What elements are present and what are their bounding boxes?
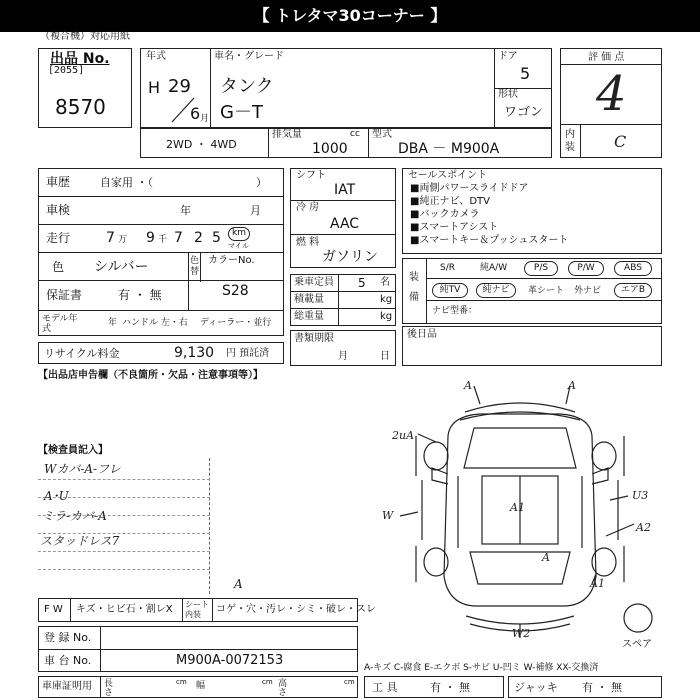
equip-aw: 純A/W	[480, 263, 508, 273]
color-value: シルバー	[94, 259, 149, 275]
doors-value: 5	[520, 64, 531, 83]
jack-label: ジャッキ	[514, 681, 558, 694]
diagram-mark-front-right: A	[568, 379, 576, 392]
diagram-mark-rear-bumper: W2	[512, 627, 531, 640]
doc-expiry-day: 日	[380, 351, 390, 362]
sales-point-3: ■バックカメラ	[410, 209, 480, 220]
sales-point-4: ■スマートアシスト	[410, 222, 499, 233]
sheet-label: シート内装	[185, 600, 209, 619]
capacity-value: 5	[358, 276, 366, 290]
equip-tv: 純TV	[432, 283, 468, 298]
equip-ext-navi: 外ナビ	[574, 286, 602, 296]
diagram-mark-roof: A	[542, 551, 550, 564]
model-year-dealer: ディーラー・並行	[200, 318, 272, 328]
doc-expiry-month: 月	[338, 351, 348, 362]
drive-value: 2WD ・ 4WD	[166, 138, 237, 151]
inspector-note-3: ミラ-カバ-A	[42, 509, 107, 523]
recycle-value: 9,130	[174, 345, 215, 361]
mileage-mile: マイル	[228, 242, 249, 250]
cert-length: 長さ	[104, 679, 114, 698]
spare-label: スペア	[622, 639, 652, 650]
diagram-mark-right-u3: U3	[632, 489, 649, 502]
fuel-label: 燃 料	[296, 237, 320, 248]
diagram-mark-right-a2: A2	[636, 521, 651, 534]
mileage-d4: 2	[194, 230, 203, 246]
year-label: 年式	[146, 51, 166, 62]
later-date-box	[402, 326, 662, 366]
color-change-label: 色替	[190, 256, 200, 277]
tools-value: 有 ・ 無	[430, 681, 470, 694]
diagram-mark-left-w: W	[382, 509, 394, 522]
gross-label: 総重量	[294, 311, 324, 322]
car-diagram	[370, 376, 670, 660]
equip-leather: 革シート	[528, 286, 565, 296]
gross-unit: kg	[380, 311, 393, 322]
capacity-unit: 名	[380, 277, 390, 288]
aircon-label: 冷 房	[296, 202, 320, 213]
year-month-unit: 月	[200, 114, 210, 124]
equip-ps: P/S	[524, 261, 558, 276]
model-code-label: 型式	[372, 129, 392, 140]
equip-sr: S/R	[440, 263, 455, 273]
mileage-d5: 5	[212, 230, 221, 246]
cert-width: 幅	[196, 681, 206, 691]
inspection-label: 車検	[46, 203, 71, 217]
model-code-value: DBA － M900A	[398, 141, 500, 157]
lot-number: 8570	[55, 95, 106, 119]
diagram-mark-hood: A1	[510, 501, 525, 514]
chassis-value: M900A-0072153	[176, 653, 284, 668]
load-unit: kg	[380, 294, 393, 305]
shift-label: シフト	[296, 170, 326, 181]
sheet-mark: A	[234, 577, 243, 591]
legend: A-キズ C-腐食 E-エクボ S-サビ U-凹ミ W-補修 XX-交換済	[364, 663, 599, 673]
cert-unit-3: cm	[344, 678, 355, 686]
fw-label: F W	[44, 604, 63, 615]
model-label: 車名・グレード	[214, 51, 284, 62]
inspection-month: 月	[250, 204, 261, 217]
history-close: ）	[256, 176, 267, 189]
cert-label: 車庫証明用	[42, 681, 92, 692]
lot-label: 出品 No.	[50, 51, 110, 67]
year-era: H	[148, 78, 161, 97]
cert-height: 高さ	[278, 679, 288, 698]
sales-point-5: ■スマートキー＆プッシュスタート	[410, 235, 569, 246]
inspector-section-label: 【検査員記入】	[38, 445, 108, 456]
tools-label: 工 具	[372, 681, 398, 694]
body-type-label: 形状	[498, 89, 518, 100]
model-year-year: 年	[108, 318, 118, 328]
mileage-km: km	[232, 228, 246, 238]
warranty-value: 有 ・ 無	[118, 288, 162, 302]
interior-label: 内装	[565, 129, 575, 153]
displacement-value: 1000	[312, 141, 348, 157]
model-year-label: モデル年式	[42, 314, 78, 334]
color-label: 色	[52, 260, 65, 274]
inspector-note-4: スタッドレス7	[40, 534, 120, 548]
diagram-mark-rear: A1	[590, 577, 605, 590]
equip-navi: 純ナビ	[476, 283, 516, 298]
jack-value: 有 ・ 無	[582, 681, 622, 694]
equip-pw: P/W	[568, 261, 604, 276]
equipment-label: 装備	[409, 272, 419, 303]
recycle-unit: 円 預託済	[226, 348, 270, 359]
aircon-value: AAC	[330, 216, 360, 232]
registration-label: 登 録 No.	[44, 631, 92, 644]
grade-label: 評 価 点	[588, 52, 625, 63]
displacement-unit: cc	[350, 129, 360, 139]
doc-expiry-label: 書類期限	[294, 333, 334, 344]
displacement-label: 排気量	[272, 129, 302, 140]
inspection-year: 年	[180, 204, 191, 217]
equip-abs: ABS	[614, 261, 652, 276]
model-year-handle: ハンドル 左・右	[122, 318, 188, 328]
sales-points-label: セールスポイント	[408, 170, 488, 181]
doors-label: ドア	[498, 51, 518, 62]
history-value: 自家用 ・（	[100, 176, 153, 189]
mileage-d1: 7	[106, 230, 115, 246]
sales-point-1: ■両側パワースライドドア	[410, 183, 529, 194]
mileage-u1: 万	[118, 235, 128, 245]
damage-items: キズ・ヒビ石・割レX	[76, 604, 173, 615]
model-grade: G－T	[220, 102, 263, 123]
year-month: 6	[190, 104, 201, 123]
year-value: 29	[168, 76, 191, 97]
cert-unit-2: cm	[262, 678, 273, 686]
load-label: 積載量	[294, 294, 324, 305]
lot-code: [2055]	[48, 65, 85, 76]
inspector-note-2: A･U	[44, 489, 69, 503]
sheet-items: コゲ・穴・汚レ・シミ・破レ・スレ	[216, 604, 376, 615]
body-type-value: ワゴン	[504, 105, 544, 120]
equip-navi-model: ナビ型番：	[432, 306, 478, 316]
color-no-label: カラーNo.	[208, 255, 255, 266]
grade-score: 4	[596, 66, 627, 122]
capacity-label: 乗車定員	[294, 277, 334, 288]
listing-section-label: 【出品店申告欄（不良箇所・欠品・注意事項等）】	[38, 370, 263, 381]
interior-grade: C	[614, 132, 627, 151]
sales-point-2: ■純正ナビ、DTV	[410, 196, 490, 207]
model-name: タンク	[220, 76, 274, 97]
equip-airbag: エアB	[614, 283, 652, 298]
inspector-note-1: Wカバ-A-フレ	[44, 462, 121, 476]
history-label: 車歴	[46, 175, 71, 189]
later-date-label: 後日品	[407, 329, 437, 340]
warranty-label: 保証書	[46, 288, 83, 302]
chassis-label: 車 台 No.	[44, 654, 92, 667]
mileage-u2: 千	[158, 235, 168, 245]
cert-unit-1: cm	[176, 678, 187, 686]
recycle-label: リサイクル料金	[44, 347, 120, 360]
color-no-value: S28	[222, 283, 249, 299]
diagram-mark-front-left: A	[464, 379, 472, 392]
mileage-d3: 7	[174, 230, 183, 246]
header-note: （複合機）対応用紙	[40, 31, 130, 42]
shift-value: IAT	[334, 182, 356, 198]
fuel-value: ガソリン	[322, 249, 378, 265]
diagram-mark-left-front: 2uA	[392, 429, 415, 442]
banner: 【 トレタマ30コーナー 】	[0, 0, 700, 32]
mileage-label: 走行	[46, 231, 71, 245]
mileage-d2: 9	[146, 230, 155, 246]
